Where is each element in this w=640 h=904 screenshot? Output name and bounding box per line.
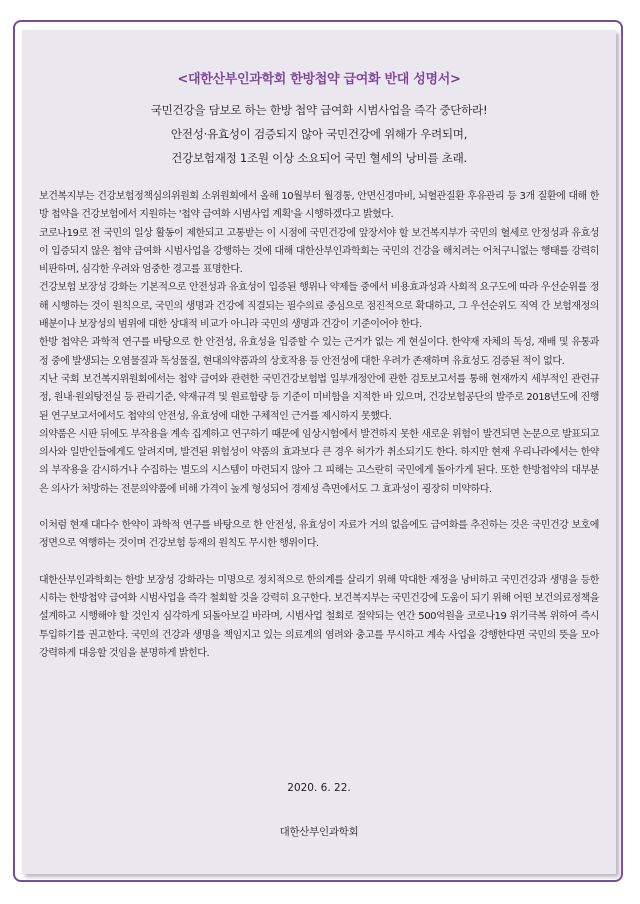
body-paragraph-4: 한방 첩약은 과학적 연구를 바탕으로 한 안전성, 유효성을 입증할 수 있는 근거가 없는 게 현실이다. 한약재 자체의 독성, 재배 및 유통과정 중에 발생되는 오염물질과 독성물질, 현대의약품과의 상호작용 등 안전성에 대한 우려가 존재하며 유효성도 검증된 적이 없다. xyxy=(39,337,599,367)
body-paragraph-7: 이처럼 현재 대다수 한약이 과학적 연구를 바탕으로 한 안전성, 유효성이 자료가 거의 없음에도 급여화를 추진하는 것은 국민건강 보호에 정면으로 역행하는 것이며 건강보험 등재의 원칙도 무시한 행위이다. xyxy=(39,520,599,550)
statement-signature: 대한산부인과학회 xyxy=(279,826,359,838)
statement-subtitle xyxy=(22,98,616,170)
body-paragraph-3: 건강보험 보장성 강화는 기본적으로 안전성과 유효성이 입증된 행위나 약제들 중에서 비용효과성과 사회적 요구도에 따라 우선순위를 정해 시행하는 것이 원칙으로, 국민의 생명과 건강에 직결되는 필수의료 중심으로 점진적으로 확대하고, 그 우선순위도 직역 간 보험재정의 배분이나 보장성의 범위에 대한 상대적 비교가 아니라 국민의 생명과 건강이 기준이어야 한다. xyxy=(39,282,599,331)
subtitle-line-1: 국민건강을 담보로 하는 한방 첩약 급여화 시범사업을 즉각 중단하라! xyxy=(150,103,488,117)
body-paragraph-2: 코로나19로 전 국민의 일상 활동이 제한되고 고통받는 이 시점에 국민건강에 앞장서야 할 보건복지부가 국민의 혈세로 안정성과 유효성이 입증되지 않은 첩약 급여화 시범사업을 강행하는 것에 대해 대한산부인과학회는 국민의 건강을 해치려는 어처구니없는 행태를 강력히 비판하며, 심각한 우려와 엄중한 경고를 표명한다. xyxy=(39,227,599,276)
statement-date: 2020. 6. 22. xyxy=(287,782,351,794)
body-paragraph-1: 보건복지부는 건강보험정책심의위원회 소위원회에서 올해 10월부터 월경통, 안면신경마비, 뇌혈관질환 후유관리 등 3개 질환에 대해 한방 첩약을 건강보험에서 지원하는 '첩약 급여화 시범사업 계획'을 시행하겠다고 밝혔다. xyxy=(39,191,599,221)
statement-body xyxy=(39,188,599,663)
statement-panel xyxy=(22,30,616,874)
body-paragraph-8: 대한산부인과학회는 한방 보장성 강화라는 미명으로 정치적으로 한의계를 살리기 위해 막대한 재정을 낭비하고 국민건강과 생명을 등한시하는 한방첩약 급여화 시범사업을 즉각 철회할 것을 강력히 요구한다. 보건복지부는 국민건강에 도움이 되기 위해 어떤 보건의료정책을 설계하고 시행해야 할 것인지 심각하게 되돌아보길 바라며, 시범사업 철회로 절약되는 연간 500억원을 코로나19 위기극복 위하여 즉시 투입하기를 권고한다. 국민의 건강과 생명을 책임지고 있는 의료계의 염려와 충고를 무시하고 계속 사업을 강행한다면 국민의 뜻을 모아 강력하게 대응할 것임을 분명하게 밝힌다. xyxy=(39,574,599,659)
statement-title: <대한산부인과학회 한방첩약 급여화 반대 성명서> xyxy=(177,72,461,87)
body-paragraph-6: 의약품은 시판 뒤에도 부작용을 계속 집계하고 연구하기 때문에 임상시험에서 발견하지 못한 새로운 위험이 발견되면 논문으로 발표되고 의사와 일반인들에게도 알려지며, 발견된 위험성이 약품의 효과보다 큰 경우 허가가 취소되기도 한다. 하지만 현재 우리나라에서는 한약의 부작용을 감시하거나 수집하는 별도의 시스템이 마련되지 않아 그 피해는 고스란히 국민에게 돌아가게 된다. 또한 한방첩약의 대부분은 의사가 처방하는 전문의약품에 비해 가격이 높게 형성되어 경제성 측면에서도 그 효과성이 굉장히 미약하다. xyxy=(39,428,599,495)
subtitle-line-2: 안전성·유효성이 검증되지 않아 국민건강에 위해가 우려되며, xyxy=(170,127,468,141)
subtitle-line-3: 건강보험재정 1조원 이상 소요되어 국민 혈세의 낭비를 초래. xyxy=(171,151,467,165)
body-paragraph-5: 지난 국회 보건복지위원회에서는 첩약 급여와 관련한 국민건강보험법 일부개정안에 관한 검토보고서를 통해 현재까지 세부적인 관련규정, 원내·원외탕전실 등 관리기준, 약재규격 및 원료함량 등 기준이 미비함을 지적한 바 있으며, 건강보험공단의 발주로 2018년도에 진행된 연구보고서에서도 첩약의 안전성, 유효성에 대한 구체적인 근거를 제시하지 못했다. xyxy=(39,373,599,422)
